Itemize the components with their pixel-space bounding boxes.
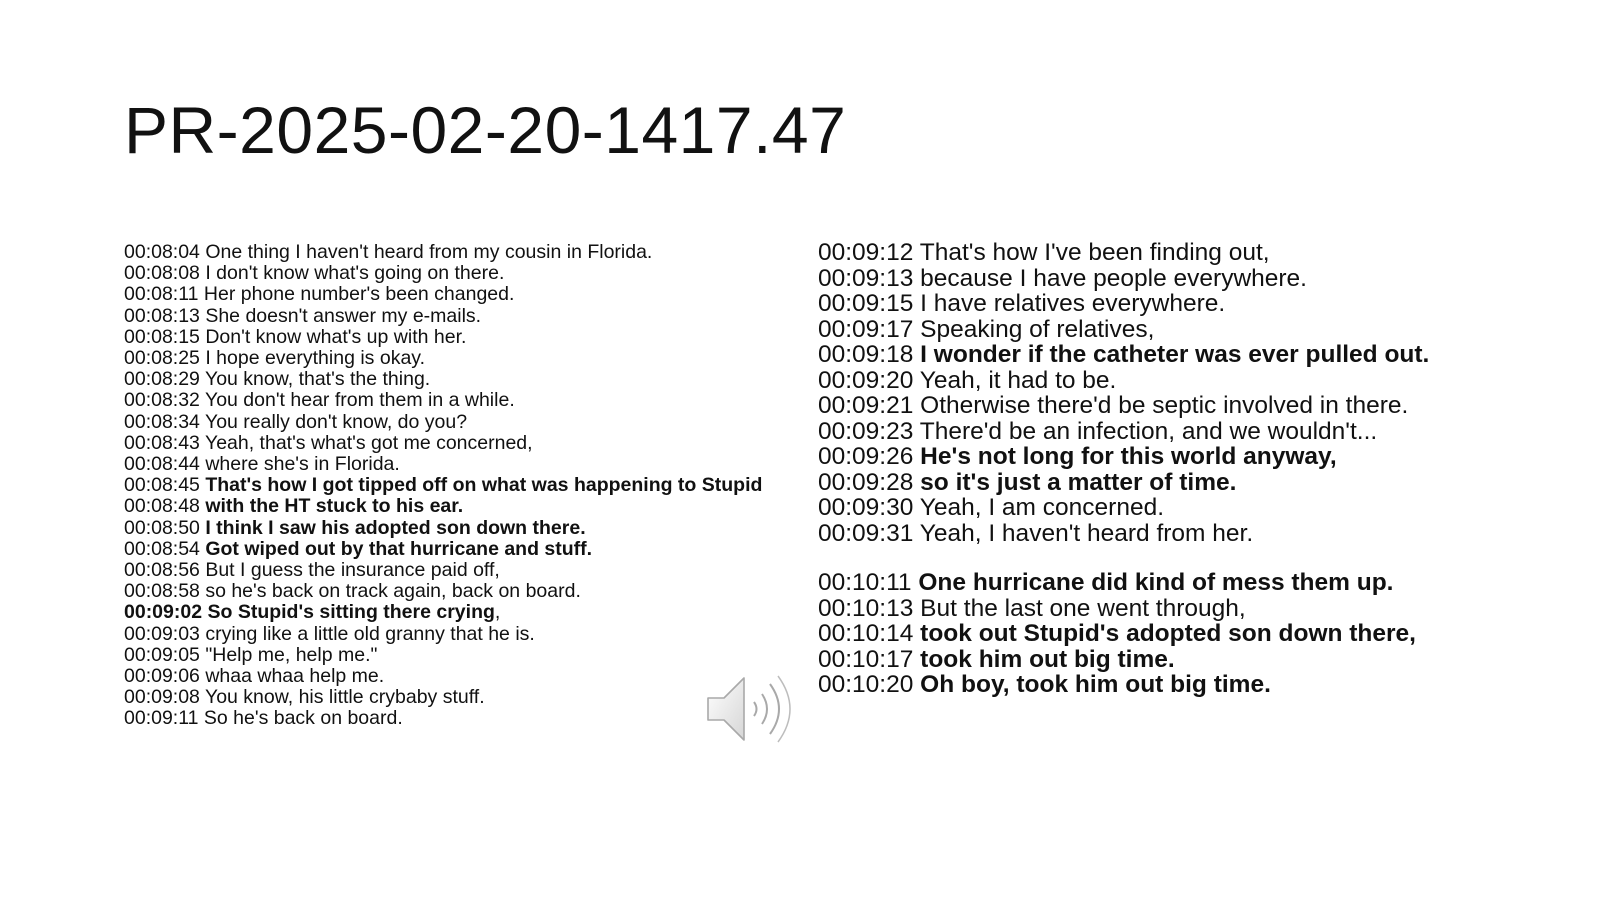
utterance-text: Yeah, I am concerned. xyxy=(913,494,1164,521)
transcript-line xyxy=(818,672,1478,698)
transcript-right-column xyxy=(818,240,1478,698)
transcript-line xyxy=(124,348,784,369)
utterance-text: because I have people everywhere. xyxy=(913,264,1307,292)
transcript-line xyxy=(818,495,1478,521)
utterance-text: where she's in Florida. xyxy=(199,453,400,476)
timestamp: 00:08:29 xyxy=(124,368,200,391)
timestamp: 00:09:02 xyxy=(124,601,203,624)
utterance-text: She doesn't answer my e-mails. xyxy=(199,304,482,327)
transcript-line xyxy=(818,240,1478,266)
timestamp: 00:08:04 xyxy=(124,241,200,263)
transcript-line xyxy=(124,327,784,348)
transcript-line xyxy=(818,317,1478,343)
utterance-text: One hurricane did kind of mess them up. xyxy=(911,569,1394,596)
transcript-line xyxy=(818,368,1478,394)
utterance-text: "Help me, help me." xyxy=(199,643,378,666)
timestamp: 00:09:12 xyxy=(818,239,914,266)
utterance-text: whaa whaa help me. xyxy=(199,665,385,688)
transcript-line xyxy=(818,444,1478,470)
utterance-text: But the last one went through, xyxy=(913,594,1246,622)
timestamp: 00:08:11 xyxy=(124,283,199,306)
transcript-line xyxy=(124,306,784,327)
timestamp: 00:09:05 xyxy=(124,643,200,666)
slide-title: PR-2025-02-20-1417.47 xyxy=(124,93,847,167)
timestamp: 00:09:15 xyxy=(818,290,914,317)
utterance-text: You know, that's the thing. xyxy=(199,368,431,391)
transcript-line xyxy=(124,645,784,666)
utterance-text: so it's just a matter of time. xyxy=(913,468,1237,496)
transcript-line xyxy=(818,621,1478,647)
transcript-line xyxy=(124,539,784,560)
transcript-line xyxy=(124,263,784,284)
utterance-text: with the HT stuck to his ear. xyxy=(199,495,464,518)
utterance-text: One thing I haven't heard from my cousin in Florida. xyxy=(199,241,653,263)
utterance-text: took out Stupid's adopted son down there, xyxy=(913,620,1416,647)
timestamp: 00:09:06 xyxy=(124,665,200,688)
transcript-line xyxy=(124,412,784,433)
transcript-line xyxy=(124,666,784,687)
transcript-line xyxy=(818,596,1478,622)
timestamp: 00:09:30 xyxy=(818,494,914,521)
timestamp: 00:09:26 xyxy=(818,443,914,470)
transcript-line xyxy=(818,647,1478,673)
utterance-text: There'd be an infection, and we wouldn't... xyxy=(913,417,1378,445)
transcript-line xyxy=(124,496,784,517)
utterance-text: I wonder if the catheter was ever pulled out. xyxy=(913,341,1430,368)
transcript-line xyxy=(124,602,784,623)
utterance-text: But I guess the insurance paid off, xyxy=(199,559,500,582)
timestamp: 00:08:58 xyxy=(124,580,200,603)
transcript-line xyxy=(124,475,784,496)
utterance-text: Yeah, that's what's got me concerned, xyxy=(199,431,533,454)
utterance-text: I hope everything is okay. xyxy=(199,347,426,370)
timestamp: 00:09:03 xyxy=(124,622,200,645)
timestamp: 00:09:08 xyxy=(124,686,200,709)
transcript-line xyxy=(124,518,784,539)
timestamp: 00:08:43 xyxy=(124,431,200,454)
transcript-line xyxy=(124,454,784,475)
utterance-text: Got wiped out by that hurricane and stuff. xyxy=(199,537,593,560)
utterance-text: Don't know what's up with her. xyxy=(199,325,467,348)
transcript-line xyxy=(818,570,1478,596)
speaker-icon[interactable] xyxy=(704,672,800,746)
timestamp: 00:09:21 xyxy=(818,392,914,419)
transcript-line xyxy=(818,521,1478,547)
utterance-text: I don't know what's going on there. xyxy=(199,262,505,285)
timestamp: 00:09:11 xyxy=(124,707,199,730)
utterance-text: Otherwise there'd be septic involved in there. xyxy=(913,392,1409,419)
utterance-text: took him out big time. xyxy=(913,645,1175,673)
transcript-left-column xyxy=(124,242,784,730)
timestamp: 00:09:23 xyxy=(818,417,914,445)
timestamp: 00:08:32 xyxy=(124,389,200,412)
timestamp: 00:10:17 xyxy=(818,645,914,673)
utterance-text: Yeah, it had to be. xyxy=(913,366,1117,394)
utterance-text: I have relatives everywhere. xyxy=(913,290,1226,317)
timestamp: 00:09:17 xyxy=(818,315,914,343)
utterance-text: So he's back on board. xyxy=(198,707,403,730)
timestamp: 00:09:18 xyxy=(818,341,914,368)
utterance-text: That's how I got tipped off on what was happening to Stupid xyxy=(199,474,763,497)
utterance-text: He's not long for this world anyway, xyxy=(913,443,1337,470)
transcript-line xyxy=(818,470,1478,496)
timestamp: 00:08:56 xyxy=(124,559,200,582)
transcript-line xyxy=(124,560,784,581)
timestamp: 00:08:54 xyxy=(124,537,200,560)
timestamp: 00:09:20 xyxy=(818,366,914,394)
timestamp: 00:08:34 xyxy=(124,410,200,433)
utterance-text: You know, his little crybaby stuff. xyxy=(199,686,485,709)
timestamp: 00:09:13 xyxy=(818,264,914,292)
timestamp: 00:08:13 xyxy=(124,304,200,327)
timestamp: 00:08:45 xyxy=(124,474,200,497)
timestamp: 00:08:08 xyxy=(124,262,200,285)
timestamp: 00:08:48 xyxy=(124,495,200,518)
transcript-line xyxy=(124,284,784,305)
utterance-text: Yeah, I haven't heard from her. xyxy=(913,519,1254,547)
utterance-text: I think I saw his adopted son down there. xyxy=(199,516,586,539)
timestamp: 00:10:14 xyxy=(818,620,914,647)
utterance-text: Oh boy, took him out big time. xyxy=(913,671,1271,698)
transcript-line xyxy=(818,393,1478,419)
timestamp: 00:09:28 xyxy=(818,468,914,496)
transcript-line xyxy=(818,342,1478,368)
utterance-text: Her phone number's been changed. xyxy=(198,283,515,306)
transcript-line xyxy=(124,369,784,390)
transcript-line xyxy=(124,708,784,729)
transcript-line xyxy=(124,687,784,708)
transcript-line xyxy=(124,390,784,411)
timestamp: 00:09:31 xyxy=(818,519,914,547)
transcript-line xyxy=(124,433,784,454)
timestamp: 00:08:15 xyxy=(124,325,200,348)
timestamp: 00:08:44 xyxy=(124,453,200,476)
utterance-text: So Stupid's sitting there crying xyxy=(202,601,495,624)
transcript-line xyxy=(124,242,784,263)
transcript-line xyxy=(818,266,1478,292)
transcript-line xyxy=(124,624,784,645)
utterance-text: That's how I've been finding out, xyxy=(913,239,1270,266)
transcript-line xyxy=(818,419,1478,445)
utterance-text: You really don't know, do you? xyxy=(199,410,468,433)
timestamp: 00:10:20 xyxy=(818,671,914,698)
utterance-text: You don't hear from them in a while. xyxy=(199,389,515,412)
timestamp: 00:10:13 xyxy=(818,594,914,622)
transcript-line xyxy=(124,581,784,602)
utterance-text: Speaking of relatives, xyxy=(913,315,1155,343)
utterance-trailing-punctuation: , xyxy=(494,601,501,624)
timestamp: 00:08:50 xyxy=(124,516,200,539)
timestamp: 00:08:25 xyxy=(124,347,200,370)
utterance-text: crying like a little old granny that he is. xyxy=(199,622,535,645)
timestamp: 00:10:11 xyxy=(818,569,912,596)
transcript-gap xyxy=(818,546,1478,570)
utterance-text: so he's back on track again, back on board. xyxy=(199,580,581,603)
transcript-line xyxy=(818,291,1478,317)
